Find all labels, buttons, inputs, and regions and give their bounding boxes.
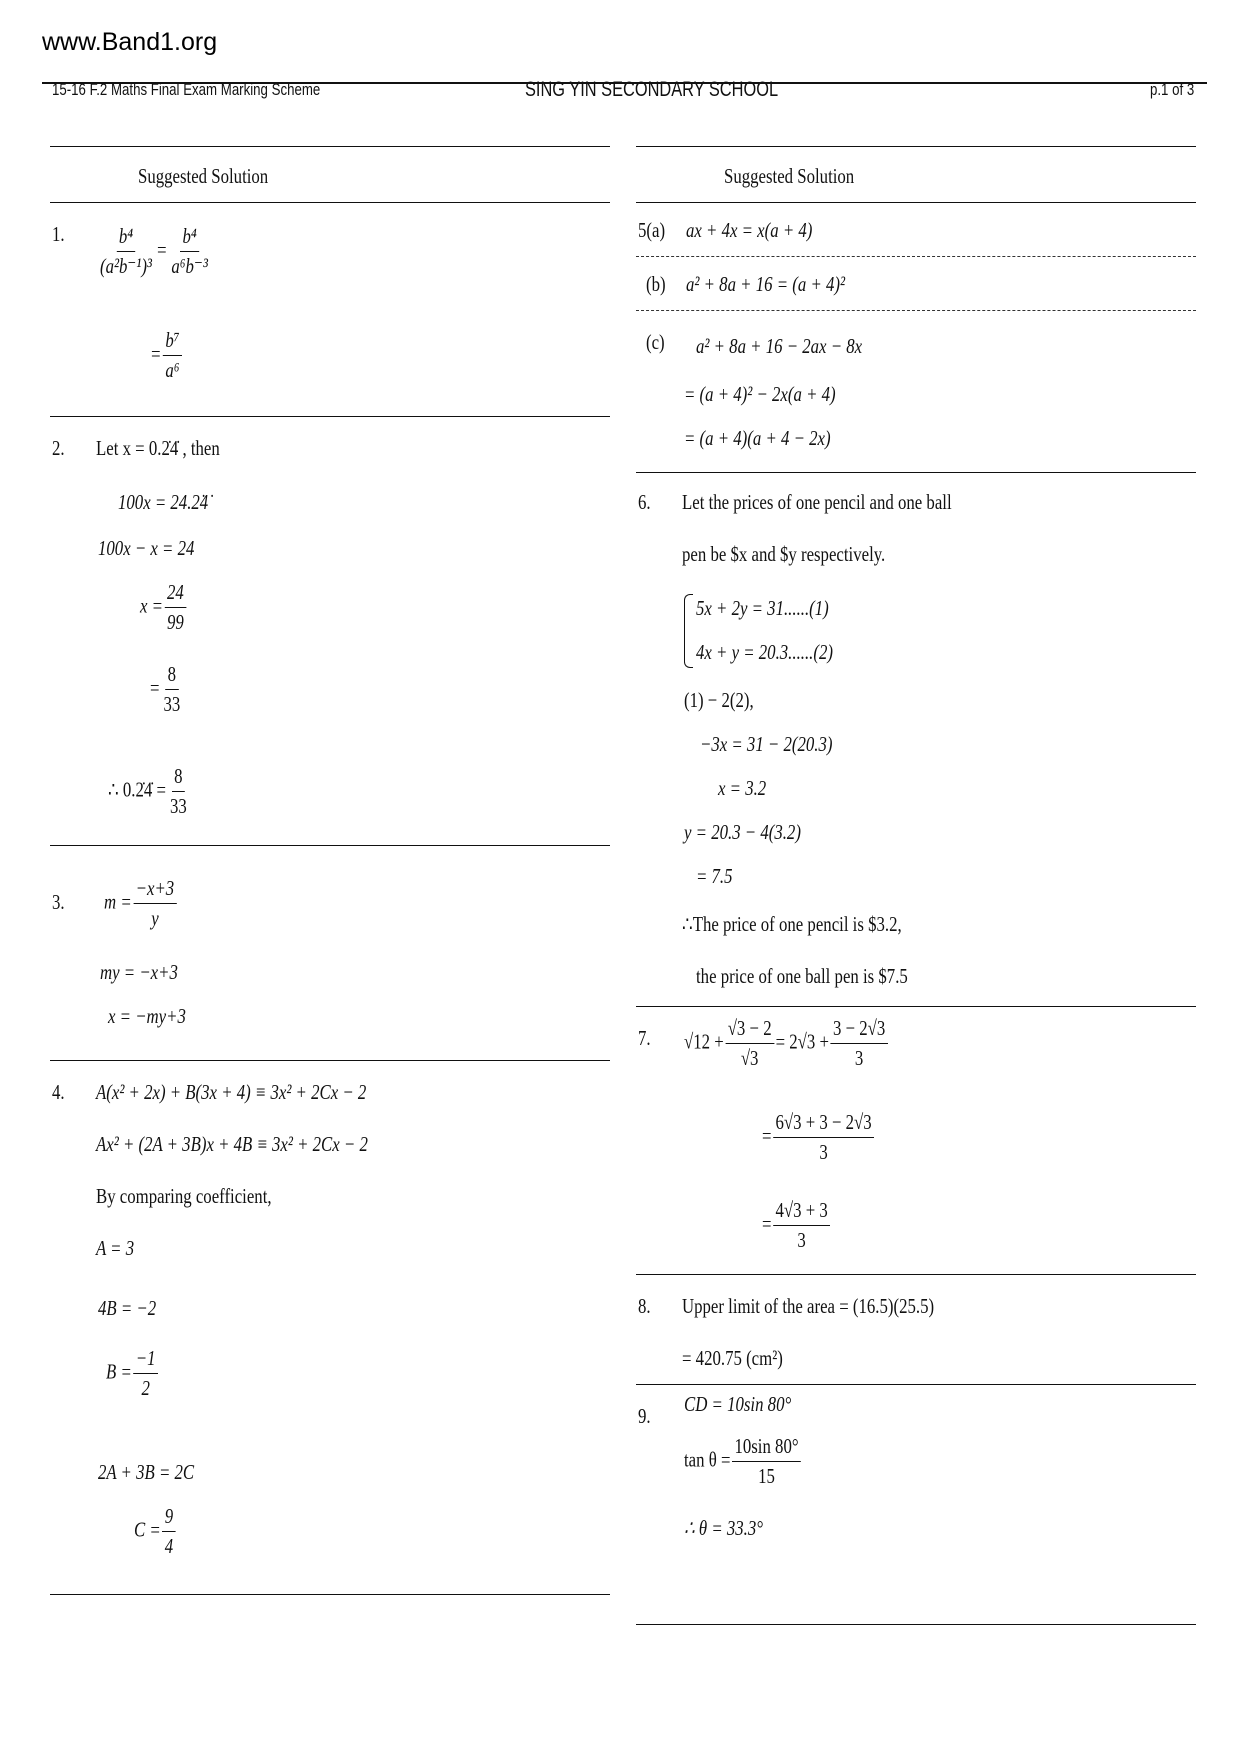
q1-den1: (a²b⁻¹)³ bbox=[100, 254, 152, 278]
q7-num3: 6√3 + 3 − 2√3 bbox=[773, 1110, 874, 1138]
q2-line4: x = $\frac{24}{99}$ bbox=[140, 580, 188, 635]
dotted-rule bbox=[636, 310, 1196, 311]
q3-number: 3. bbox=[52, 890, 65, 914]
q2-num6: 8 bbox=[172, 764, 185, 792]
q6-line9: = 7.5 bbox=[696, 864, 733, 888]
q7-den4: 3 bbox=[797, 1228, 806, 1252]
q3-num1: −x+3 bbox=[133, 876, 176, 904]
rule bbox=[50, 845, 610, 846]
system-brace bbox=[684, 594, 693, 668]
dotted-rule bbox=[636, 256, 1196, 257]
q4-line2: Ax² + (2A + 3B)x + 4B ≡ 3x² + 2Cx − 2 bbox=[96, 1132, 368, 1156]
q1-den3: a⁶ bbox=[165, 358, 180, 382]
rule bbox=[50, 202, 610, 203]
q3-den1: y bbox=[151, 906, 159, 930]
q3-line3: x = −my+3 bbox=[108, 1004, 186, 1028]
q9-line2 bbox=[684, 1434, 803, 1489]
q6-line10: ∴The price of one pencil is $3.2, bbox=[682, 912, 902, 936]
q9-line3: ∴ θ = 33.3° bbox=[684, 1516, 763, 1540]
q7-den1: √3 bbox=[740, 1046, 759, 1070]
q7-num4: 4√3 + 3 bbox=[773, 1198, 830, 1226]
q5a-line: ax + 4x = x(a + 4) bbox=[686, 218, 813, 242]
q4-num6: −1 bbox=[133, 1346, 158, 1374]
q6-line2: pen be $x and $y respectively. bbox=[682, 542, 886, 566]
col-title-left: Suggested Solution bbox=[138, 164, 269, 188]
q5b-number: (b) bbox=[646, 272, 666, 296]
q8-number: 8. bbox=[638, 1294, 651, 1318]
q6-line1: Let the prices of one pencil and one ball bbox=[682, 490, 952, 514]
q3-line2: my = −x+3 bbox=[100, 960, 178, 984]
rule bbox=[50, 1594, 610, 1595]
header-center: SING YIN SECONDARY SCHOOL bbox=[525, 78, 779, 101]
rule bbox=[636, 1274, 1196, 1275]
q2-line2: 100x = 24.2̇4̇ bbox=[118, 490, 209, 514]
q1-num3: b⁷ bbox=[163, 328, 182, 356]
q3-line1: m = $\frac{-x+3}{y}$ bbox=[104, 876, 178, 931]
q6-line5: (1) − 2(2), bbox=[684, 688, 754, 712]
q7-num1: √3 − 2 bbox=[725, 1016, 774, 1044]
q7-den2: 3 bbox=[854, 1046, 864, 1070]
q4-line8: C = $\frac{9}{4}$ bbox=[134, 1504, 177, 1559]
q6-number: 6. bbox=[638, 490, 651, 514]
q9-tan: tan θ = bbox=[684, 1447, 731, 1472]
q2-num4: 24 bbox=[165, 580, 187, 608]
q7-num2: 3 − 2√3 bbox=[831, 1016, 888, 1044]
q7-line3: = $\frac{4√3 + 3}{3}$ bbox=[762, 1198, 832, 1253]
q2-num5: 8 bbox=[165, 662, 178, 690]
q4-num8: 9 bbox=[162, 1504, 175, 1532]
rule bbox=[636, 146, 1196, 147]
q2-line1: Let x = 0.2̇4̇ , then bbox=[96, 436, 220, 460]
q2-number: 2. bbox=[52, 436, 65, 460]
q2-line5: = $\frac{8}{33}$ bbox=[150, 662, 184, 717]
q7-line1 bbox=[684, 1016, 889, 1071]
q4-line1: A(x² + 2x) + B(3x + 4) ≡ 3x² + 2Cx − 2 bbox=[96, 1080, 367, 1104]
q1-number: 1. bbox=[52, 222, 65, 246]
rule bbox=[636, 1384, 1196, 1385]
q6-line3: 5x + 2y = 31......(1) bbox=[696, 596, 829, 620]
q7-den3: 3 bbox=[819, 1140, 828, 1164]
rule bbox=[636, 1624, 1196, 1625]
col-title-right: Suggested Solution bbox=[724, 164, 855, 188]
q9-number: 9. bbox=[638, 1404, 651, 1428]
q7-mid: = 2√3 + bbox=[775, 1029, 829, 1054]
q1-num1: b⁴ bbox=[116, 224, 135, 252]
q7-sqrt12: √12 + bbox=[684, 1029, 724, 1054]
header-left: 15-16 F.2 Maths Final Exam Marking Scheme bbox=[52, 80, 321, 99]
q6-line8: y = 20.3 − 4(3.2) bbox=[684, 820, 801, 844]
q4-line5: 4B = −2 bbox=[98, 1296, 157, 1320]
rule bbox=[636, 472, 1196, 473]
q1-line2: = $\frac{\text{b⁷}}{\text{a⁶}}$ bbox=[150, 328, 184, 383]
q8-line1: Upper limit of the area = (16.5)(25.5) bbox=[682, 1294, 935, 1318]
q4-line7: 2A + 3B = 2C bbox=[98, 1460, 195, 1484]
q6-line7: x = 3.2 bbox=[718, 776, 767, 800]
q5c-line2: = (a + 4)² − 2x(a + 4) bbox=[684, 382, 836, 406]
q4-den8: 4 bbox=[164, 1534, 174, 1558]
q2-den5: 33 bbox=[163, 692, 181, 716]
q4-line4: A = 3 bbox=[96, 1236, 135, 1260]
rule bbox=[50, 1060, 610, 1061]
q4-number: 4. bbox=[52, 1080, 65, 1104]
q9-num: 10sin 80° bbox=[732, 1434, 801, 1462]
q2-den4: 99 bbox=[167, 610, 184, 634]
q1-line1: $\frac{\text{b⁴}}{\text{(a²b⁻¹)³}}$ = $\frac{\text{b⁴}}{\text{a⁶b⁻³}}$ bbox=[96, 224, 212, 279]
q2-line6 bbox=[108, 764, 191, 819]
rule bbox=[636, 1006, 1196, 1007]
q6-line11: the price of one ball pen is $7.5 bbox=[696, 964, 908, 988]
site-watermark: www.Band1.org bbox=[42, 28, 218, 56]
q7-number: 7. bbox=[638, 1026, 651, 1050]
q5b-line: a² + 8a + 16 = (a + 4)² bbox=[686, 272, 846, 296]
q6-line4: 4x + y = 20.3......(2) bbox=[696, 640, 833, 664]
q6-line6: −3x = 31 − 2(20.3) bbox=[700, 732, 833, 756]
rule bbox=[50, 146, 610, 147]
q8-line2: = 420.75 (cm²) bbox=[682, 1346, 783, 1370]
q7-line2: = $\frac{6√3 + 3 - 2√3}{3}$ bbox=[762, 1110, 876, 1165]
q5c-number: (c) bbox=[646, 330, 665, 354]
q5c-line1: a² + 8a + 16 − 2ax − 8x bbox=[696, 334, 863, 358]
q9-line1: CD = 10sin 80° bbox=[684, 1392, 792, 1416]
q4-line3: By comparing coefficient, bbox=[96, 1184, 272, 1208]
header-right: p.1 of 3 bbox=[1150, 80, 1195, 99]
q2-therefore: ∴ 0.2̇4̇ = bbox=[108, 777, 166, 802]
rule bbox=[636, 202, 1196, 203]
q1-num2: b⁴ bbox=[180, 224, 199, 252]
q2-den6: 33 bbox=[169, 794, 187, 818]
q1-den2: a⁶b⁻³ bbox=[171, 254, 208, 278]
q4-line6: B = $\frac{-1}{2}$ bbox=[106, 1346, 160, 1401]
rule bbox=[50, 416, 610, 417]
header-rule bbox=[42, 82, 1207, 84]
q9-den: 15 bbox=[758, 1464, 775, 1488]
q2-line3: 100x − x = 24 bbox=[98, 536, 195, 560]
q4-den6: 2 bbox=[141, 1376, 150, 1400]
q5c-line3: = (a + 4)(a + 4 − 2x) bbox=[684, 426, 831, 450]
q5a-number: 5(a) bbox=[638, 218, 666, 242]
